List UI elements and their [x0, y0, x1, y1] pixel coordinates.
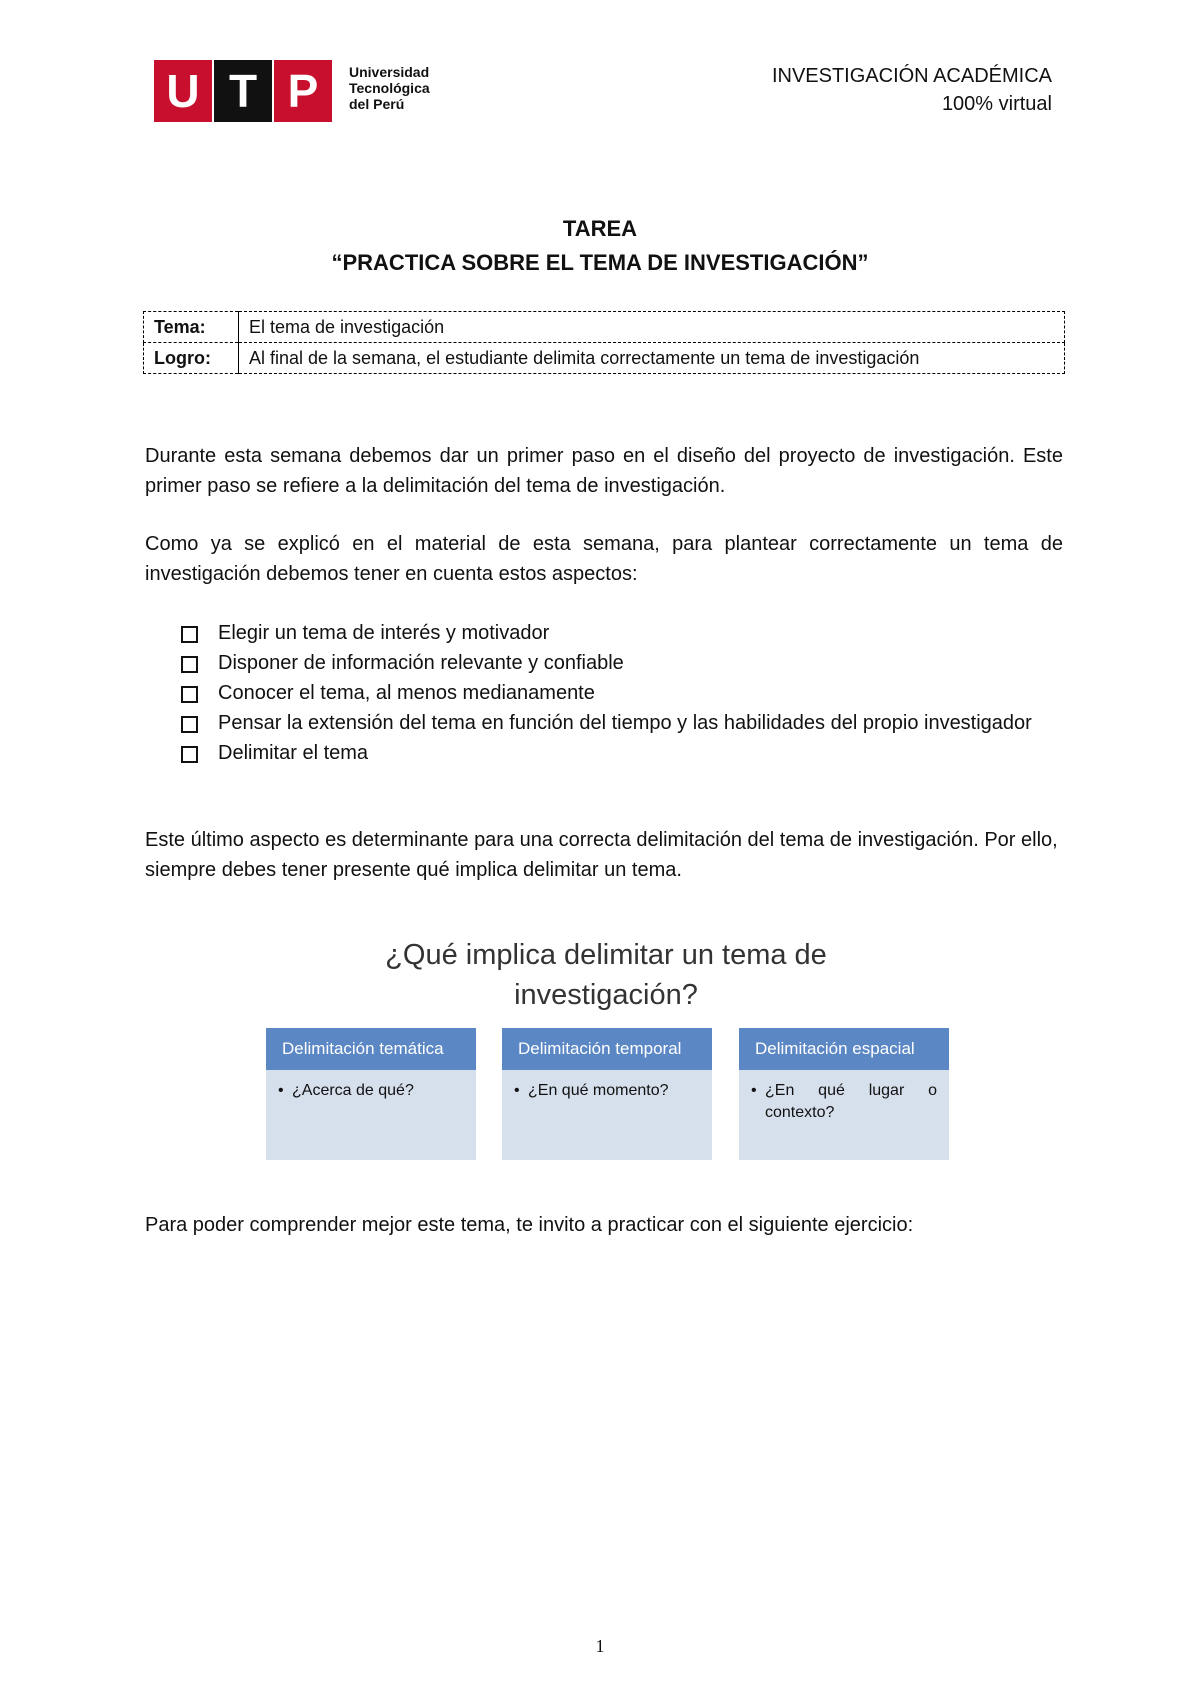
bullet-icon: • — [751, 1082, 757, 1099]
logo-line-2: Tecnológica — [349, 80, 430, 96]
logo-letter-u: U — [166, 65, 200, 117]
table-row — [144, 312, 1065, 343]
card-bullet — [502, 1070, 712, 1102]
card-bullet — [266, 1070, 476, 1102]
title-line-2: “PRACTICA SOBRE EL TEMA DE INVESTIGACIÓN” — [331, 250, 869, 275]
bullet-icon: • — [514, 1082, 520, 1099]
modality: 100% virtual — [941, 93, 1052, 115]
tema-value: El tema de investigación — [239, 312, 1065, 343]
card-temporal — [502, 1028, 712, 1160]
program-name: INVESTIGACIÓN ACADÉMICA — [771, 65, 1052, 87]
list-item-text: Elegir un tema de interés y motivador — [218, 622, 550, 644]
checkbox-icon — [181, 716, 198, 733]
list-item — [181, 738, 1063, 768]
utp-logo-graphic — [154, 60, 444, 122]
card-bullet-text: ¿Acerca de qué? — [292, 1082, 414, 1099]
list-item — [181, 648, 1063, 678]
card-bullet-text: ¿En qué lugar o contexto? — [765, 1082, 937, 1121]
card-tematica — [266, 1028, 476, 1160]
checkbox-icon — [181, 656, 198, 673]
list-item-text: Pensar la extensión del tema en función del tiempo y las habilidades del propio investigador — [218, 712, 1032, 734]
diagram-title-line-2: investigación? — [514, 979, 698, 1011]
checkbox-icon — [181, 746, 198, 763]
diagram-title-line-1: ¿Qué implica delimitar un tema de — [385, 939, 827, 971]
list-item-text: Conocer el tema, al menos medianamente — [218, 682, 595, 704]
card-header: Delimitación temática — [266, 1028, 476, 1070]
list-item-text: Disponer de información relevante y confiable — [218, 652, 624, 674]
logro-value: Al final de la semana, el estudiante delimita correctamente un tema de investigación — [239, 343, 1065, 374]
paragraph-exercise: Para poder comprender mejor este tema, te invito a practicar con el siguiente ejercicio: — [145, 1214, 914, 1236]
tema-label: Tema: — [144, 312, 239, 343]
bullet-icon: • — [278, 1082, 284, 1099]
card-header: Delimitación espacial — [739, 1028, 949, 1070]
card-bullet-text: ¿En qué momento? — [528, 1082, 669, 1099]
logo-line-1: Universidad — [349, 64, 430, 80]
paragraph-aspects: Como ya se explicó en el material de esta semana, para plantear correctamente un tema de investigación debemos tener en cuenta estos aspectos: — [145, 533, 1063, 585]
header-program — [772, 62, 1052, 118]
checkbox-icon — [181, 626, 198, 643]
info-table — [143, 311, 1065, 374]
card-bullet — [739, 1070, 949, 1124]
list-item-text: Delimitar el tema — [218, 742, 369, 764]
logro-label: Logro: — [144, 343, 239, 374]
paragraph-intro: Durante esta semana debemos dar un primer paso en el diseño del proyecto de investigación. Este primer paso se refiere a la delimitación del tema de investigación. — [145, 445, 1063, 497]
card-espacial — [739, 1028, 949, 1160]
diagram-title — [0, 935, 1200, 1015]
title-line-1: TAREA — [562, 216, 638, 241]
list-item — [181, 678, 1063, 708]
list-item — [181, 708, 1063, 738]
table-row — [144, 343, 1065, 374]
page-number: 1 — [595, 1636, 605, 1656]
list-item — [181, 618, 1063, 648]
aspects-checklist — [181, 618, 1063, 768]
logo-line-3: del Perú — [349, 96, 405, 112]
checkbox-icon — [181, 686, 198, 703]
paragraph-last-aspect: Este último aspecto es determinante para una correcta delimitación del tema de investigación. Por ello, siempre debes tener presente qué implica delimitar un tema. — [145, 829, 1058, 881]
document-title — [0, 212, 1200, 280]
logo-letter-t: T — [228, 65, 258, 117]
logo-letter-p: P — [287, 65, 319, 117]
card-header: Delimitación temporal — [502, 1028, 712, 1070]
utp-logo — [154, 60, 444, 122]
